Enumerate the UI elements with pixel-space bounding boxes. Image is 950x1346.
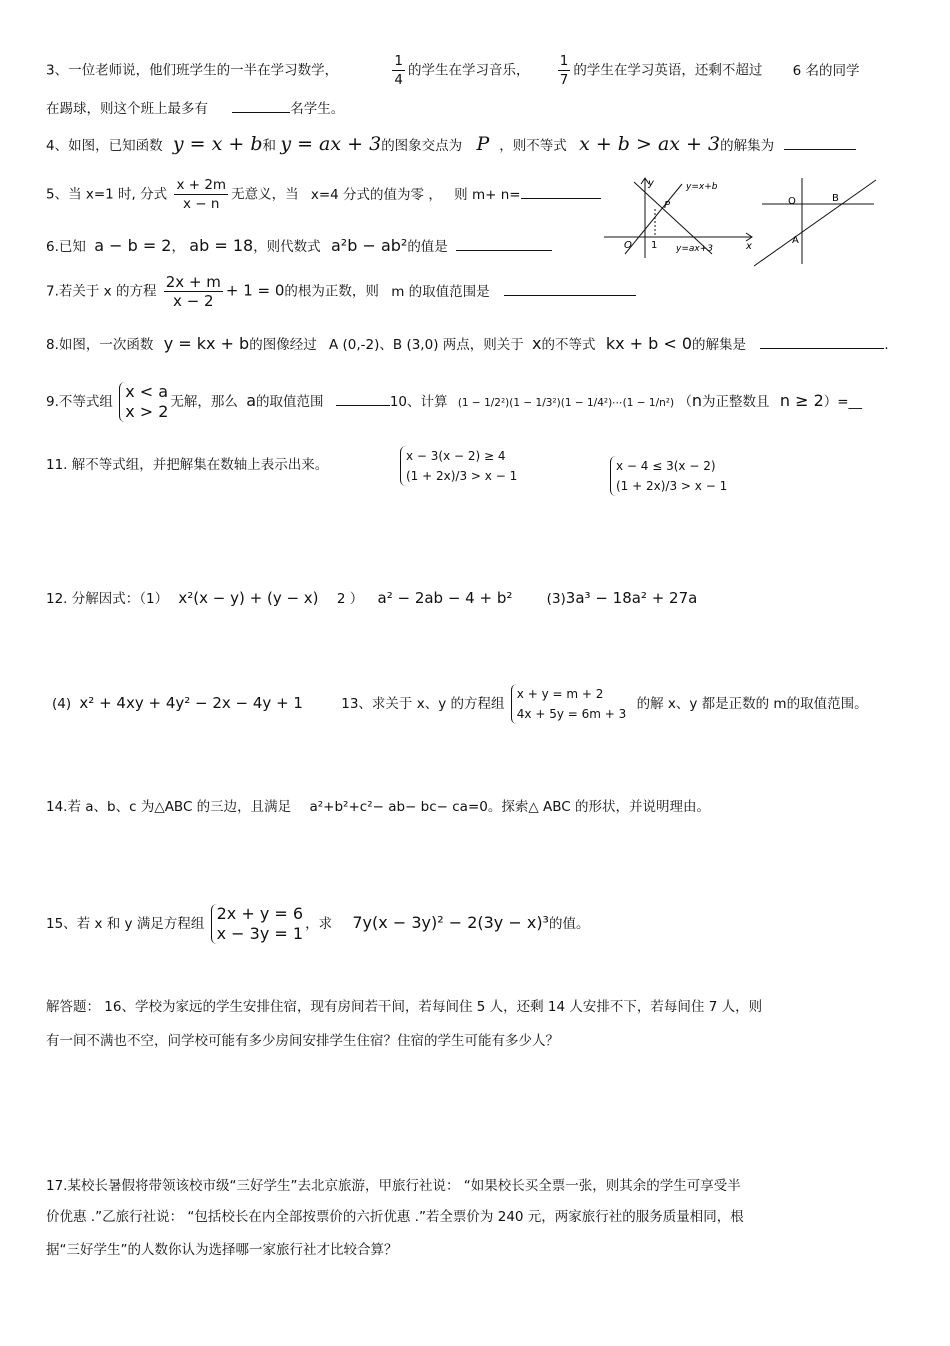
fraction-one-quarter: $\frac{1}{4}$	[394, 53, 403, 88]
question-8: 8.如图，一次函数 y = kx + b的图像经过 A (0,-2)、B (3,0) 两点，则关于 x的不等式 kx + b < 0的解集是 .	[46, 334, 889, 353]
svg-text:O: O	[788, 196, 796, 207]
svg-text:y: y	[648, 178, 654, 189]
fraction-q7: $\frac{2x + m}{x - 2}$	[165, 273, 221, 310]
figure-q8-graph	[752, 172, 882, 272]
question-17-line-2: 价优惠 .”乙旅行社说： “包括校长在内全部按票价的六折优惠 .”若全票价为 240 元，两家旅行社的服务质量相同，根	[46, 1209, 744, 1225]
inequality-system-q9: x < a x > 2	[119, 382, 168, 422]
question-9-10: 9.不等式组 x < a x > 2 无解，那么 a的取值范围 10、计算 (1 − 1/2²)(1 − 1/3²)(1 − 1/4²)⋯(1 − 1/n²) （n为正整数且 n ≥ 2）=__	[46, 382, 863, 421]
svg-text:B: B	[832, 193, 839, 204]
figure-q4-graph	[600, 172, 760, 260]
svg-text:A: A	[792, 235, 799, 246]
question-4: 4、如图，已知函数 y = x + b和 y = ax + 3的图象交点为 P ，则不等式 x + b > ax + 3的解集为	[46, 134, 856, 156]
answer-blank[interactable]	[336, 391, 390, 406]
svg-text:y=x+b: y=x+b	[686, 182, 718, 192]
answer-blank[interactable]	[760, 334, 884, 349]
answer-blank[interactable]	[504, 281, 636, 296]
equation-system-q15: 2x + y = 6 x − 3y = 1	[211, 904, 303, 944]
question-15: 15、若 x 和 y 满足方程组 2x + y = 6 x − 3y = 1 ，求 7y(x − 3y)² − 2(3y − x)³的值。	[46, 904, 590, 943]
answer-blank[interactable]	[784, 135, 856, 150]
answer-blank[interactable]	[232, 98, 290, 113]
question-14: 14.若 a、b、c 为△ABC 的三边，且满足 a²+b²+c²− ab− bc− ca=0。探索△ ABC 的形状，并说明理由。	[46, 799, 711, 815]
question-3-line-1: 3、一位老师说，他们班学生的一半在学习数学， $\frac{1}{4}$ 的学生在学习音乐， $\frac{1}{7}$ 的学生在学习英语，还剩不超过 6 名的同学	[46, 53, 860, 88]
line-through-a-b	[754, 180, 876, 266]
question-17-line-1: 17.某校长暑假将带领该校市级“三好学生”去北京旅游，甲旅行社说： “如果校长买全票一张，则其余的学生可享受半	[46, 1178, 741, 1194]
question-3-line-2: 在踢球，则这个班上最多有 名学生。	[46, 98, 344, 119]
question-12-4-and-13: (4) x² + 4xy + 4y² − 2x − 4y + 1 13、求关于 x、y 的方程组 x + y = m + 2 4x + 5y = 6m + 3 的解 x、y 都是正数的 m的取值范围。	[52, 684, 868, 724]
equation-system-q13: x + y = m + 2 4x + 5y = 6m + 3	[511, 684, 626, 724]
question-5: 5、当 x=1 时, 分式 $\frac{x + 2m}{x - n}$ 无意义，当 x=4 分式的值为零 ， 则 m+ n=	[46, 176, 601, 213]
question-16-line-2: 有一间不满也不空，问学校可能有多少房间安排学生住宿？住宿的学生可能有多少人？	[46, 1033, 559, 1049]
question-16-line-1: 解答题： 16、学校为家远的学生安排住宿，现有房间若干间，若每间住 5 人，还剩 14 人安排不下，若每间住 7 人，则	[46, 999, 763, 1015]
inequality-system-q11-1: x − 3(x − 2) ≥ 4 (1 + 2x)/3 > x − 1	[400, 446, 517, 486]
svg-text:y=ax+3: y=ax+3	[676, 244, 713, 254]
fraction-one-seventh: $\frac{1}{7}$	[559, 53, 569, 88]
question-17-line-3: 据“三好学生”的人数你认为选择哪一家旅行社才比较合算？	[46, 1242, 398, 1258]
product-expression: (1 − 1/2²)(1 − 1/3²)(1 − 1/4²)⋯(1 − 1/n²)	[457, 397, 675, 409]
fraction-q5: $\frac{x + 2m}{x - n}$	[176, 177, 227, 212]
question-12: 12. 分解因式：（1） x²(x − y) + (y − x) 2 ） a² − 2ab − 4 + b² (3)3a³ − 18a² + 27a	[46, 589, 698, 607]
svg-text:1: 1	[651, 240, 658, 251]
answer-blank[interactable]	[521, 184, 601, 199]
svg-text:x: x	[746, 241, 752, 252]
answer-blank[interactable]	[456, 236, 552, 251]
inequality-system-q11-2: x − 4 ≤ 3(x − 2) (1 + 2x)/3 > x − 1	[610, 456, 727, 496]
question-11: 11. 解不等式组，并把解集在数轴上表示出来。	[46, 457, 329, 473]
svg-text:P: P	[664, 200, 671, 211]
question-7: 7.若关于 x 的方程 $\frac{2x + m}{x - 2}$ + 1 = 0的根为正数，则 m 的取值范围是	[46, 273, 636, 310]
question-6: 6.已知 a − b = 2， ab = 18，则代数式 a²b − ab²的值是	[46, 236, 552, 257]
svg-text:O: O	[624, 240, 632, 251]
